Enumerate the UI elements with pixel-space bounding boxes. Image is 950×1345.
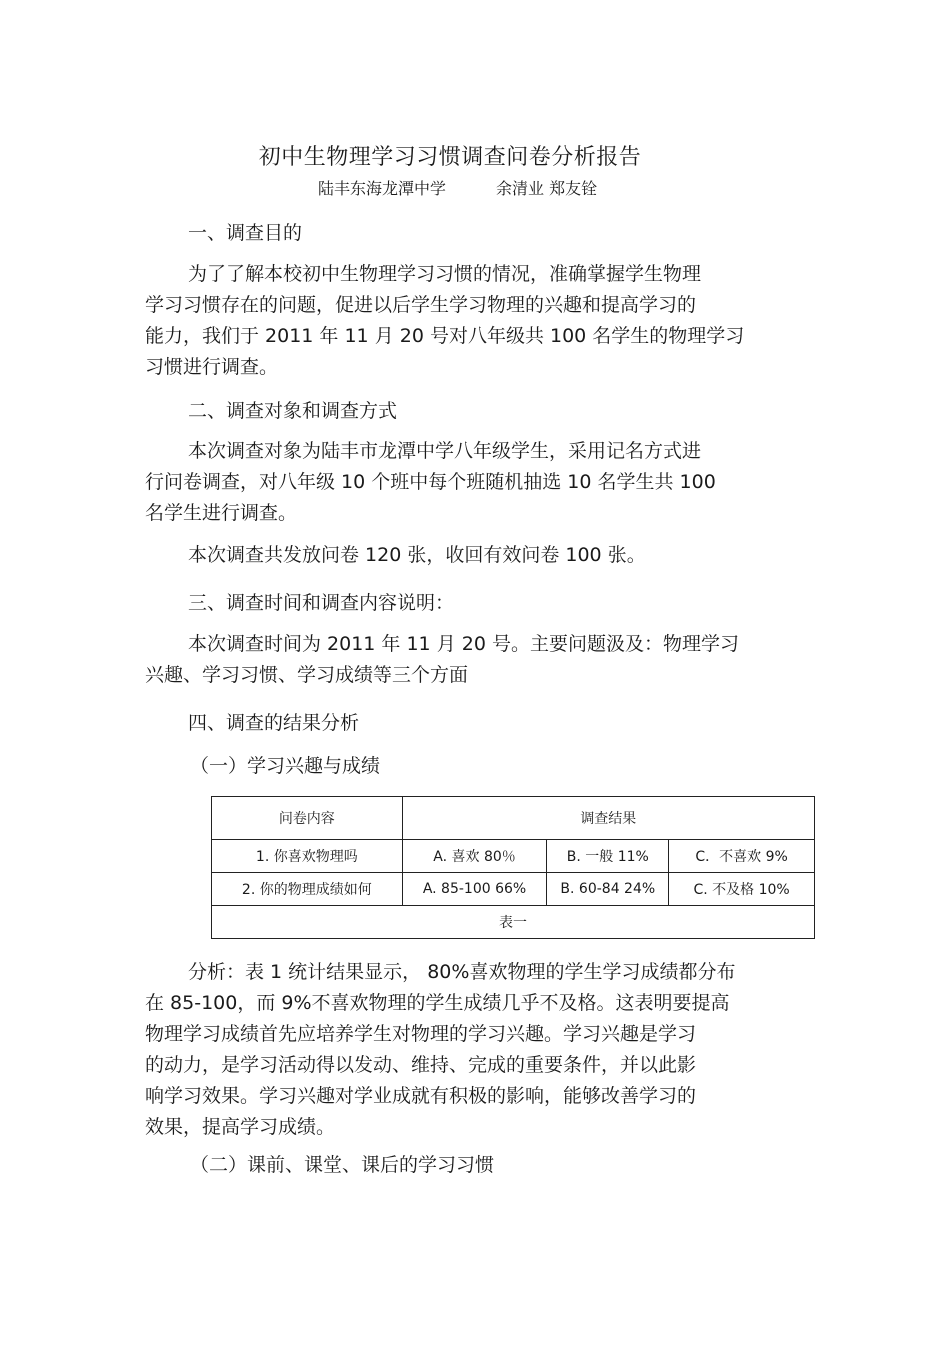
paragraph-line: 本次调查对象为陆丰市龙潭中学八年级学生，采用记名方式进 <box>188 440 702 462</box>
paragraph-line: 分析：表 1 统计结果显示， 80%喜欢物理的学生学习成绩都分布 <box>188 961 736 983</box>
paragraph-line: 效果，提高学习成绩。 <box>145 1116 336 1138</box>
time-paragraph <box>145 629 815 691</box>
paragraph-line: 物理学习成绩首先应培养学生对物理的学习兴趣。学习兴趣是学习 <box>145 1023 697 1045</box>
table-header-cell: 调查结果 <box>402 797 814 840</box>
table-row <box>212 840 815 873</box>
table-cell-option-b: B. 60-84 24% <box>547 873 669 906</box>
table-caption: 表一 <box>212 906 815 939</box>
author-line <box>318 176 597 199</box>
purpose-paragraph <box>145 259 815 383</box>
table-cell-option-b: B. 一般 11% <box>547 840 669 873</box>
survey-results-table <box>211 796 815 939</box>
table-cell-option-c: C．不喜欢 9% <box>669 840 815 873</box>
paragraph-line: 能力，我们于 2011 年 11 月 20 号对八年级共 100 名学生的物理学习 <box>145 325 745 347</box>
table-cell-question: 1. 你喜欢物理吗 <box>212 840 403 873</box>
paragraph-line: 本次调查时间为 2011 年 11 月 20 号。主要问题汲及：物理学习 <box>188 633 739 655</box>
author-names: 余清业 郑友铨 <box>496 179 598 198</box>
paragraph-line: 习惯进行调查。 <box>145 356 279 378</box>
school-name: 陆丰东海龙潭中学 <box>318 179 447 198</box>
paragraph-line: 的动力，是学习活动得以发动、维持、完成的重要条件，并以此影 <box>145 1054 697 1076</box>
paragraph-line: 兴趣、学习习惯、学习成绩等三个方面 <box>145 664 469 686</box>
table-caption-row <box>212 906 815 939</box>
subjects-paragraph <box>145 436 815 529</box>
paragraph-line: 行问卷调查，对八年级 10 个班中每个班随机抽选 10 名学生共 100 <box>145 471 716 493</box>
table-cell-option-a: A. 喜欢 80％ <box>402 840 547 873</box>
subsection-heading-interest: （一）学习兴趣与成绩 <box>190 755 381 777</box>
questionnaire-count-paragraph <box>145 540 815 571</box>
paragraph-line: 在 85-100，而 9%不喜欢物理的学生成绩几乎不及格。这表明要提高 <box>145 992 730 1014</box>
table-cell-question: 2. 你的物理成绩如何 <box>212 873 403 906</box>
section-heading-purpose: 一、调查目的 <box>188 222 303 244</box>
table-cell-option-a: A. 85-100 66% <box>402 873 547 906</box>
table-header-row <box>212 797 815 840</box>
section-heading-time: 三、调查时间和调查内容说明： <box>188 592 455 614</box>
subsection-heading-habits: （二）课前、课堂、课后的学习习惯 <box>190 1154 495 1176</box>
table-row <box>212 873 815 906</box>
paragraph-line: 名学生进行调查。 <box>145 502 298 524</box>
table-header-cell: 问卷内容 <box>212 797 403 840</box>
document-title: 初中生物理学习习惯调查问卷分析报告 <box>258 145 642 170</box>
paragraph-line: 响学习效果。学习兴趣对学业成就有积极的影响，能够改善学习的 <box>145 1085 697 1107</box>
table-cell-option-c: C. 不及格 10% <box>669 873 815 906</box>
section-heading-subjects: 二、调查对象和调查方式 <box>188 400 398 422</box>
paragraph-line: 为了了解本校初中生物理学习习惯的情况，准确掌握学生物理 <box>188 263 702 285</box>
paragraph-line: 学习习惯存在的问题，促进以后学生学习物理的兴趣和提高学习的 <box>145 294 697 316</box>
section-heading-results: 四、调查的结果分析 <box>188 712 360 734</box>
analysis-paragraph <box>145 957 815 1143</box>
paragraph-line: 本次调查共发放问卷 120 张，收回有效问卷 100 张。 <box>188 544 646 566</box>
